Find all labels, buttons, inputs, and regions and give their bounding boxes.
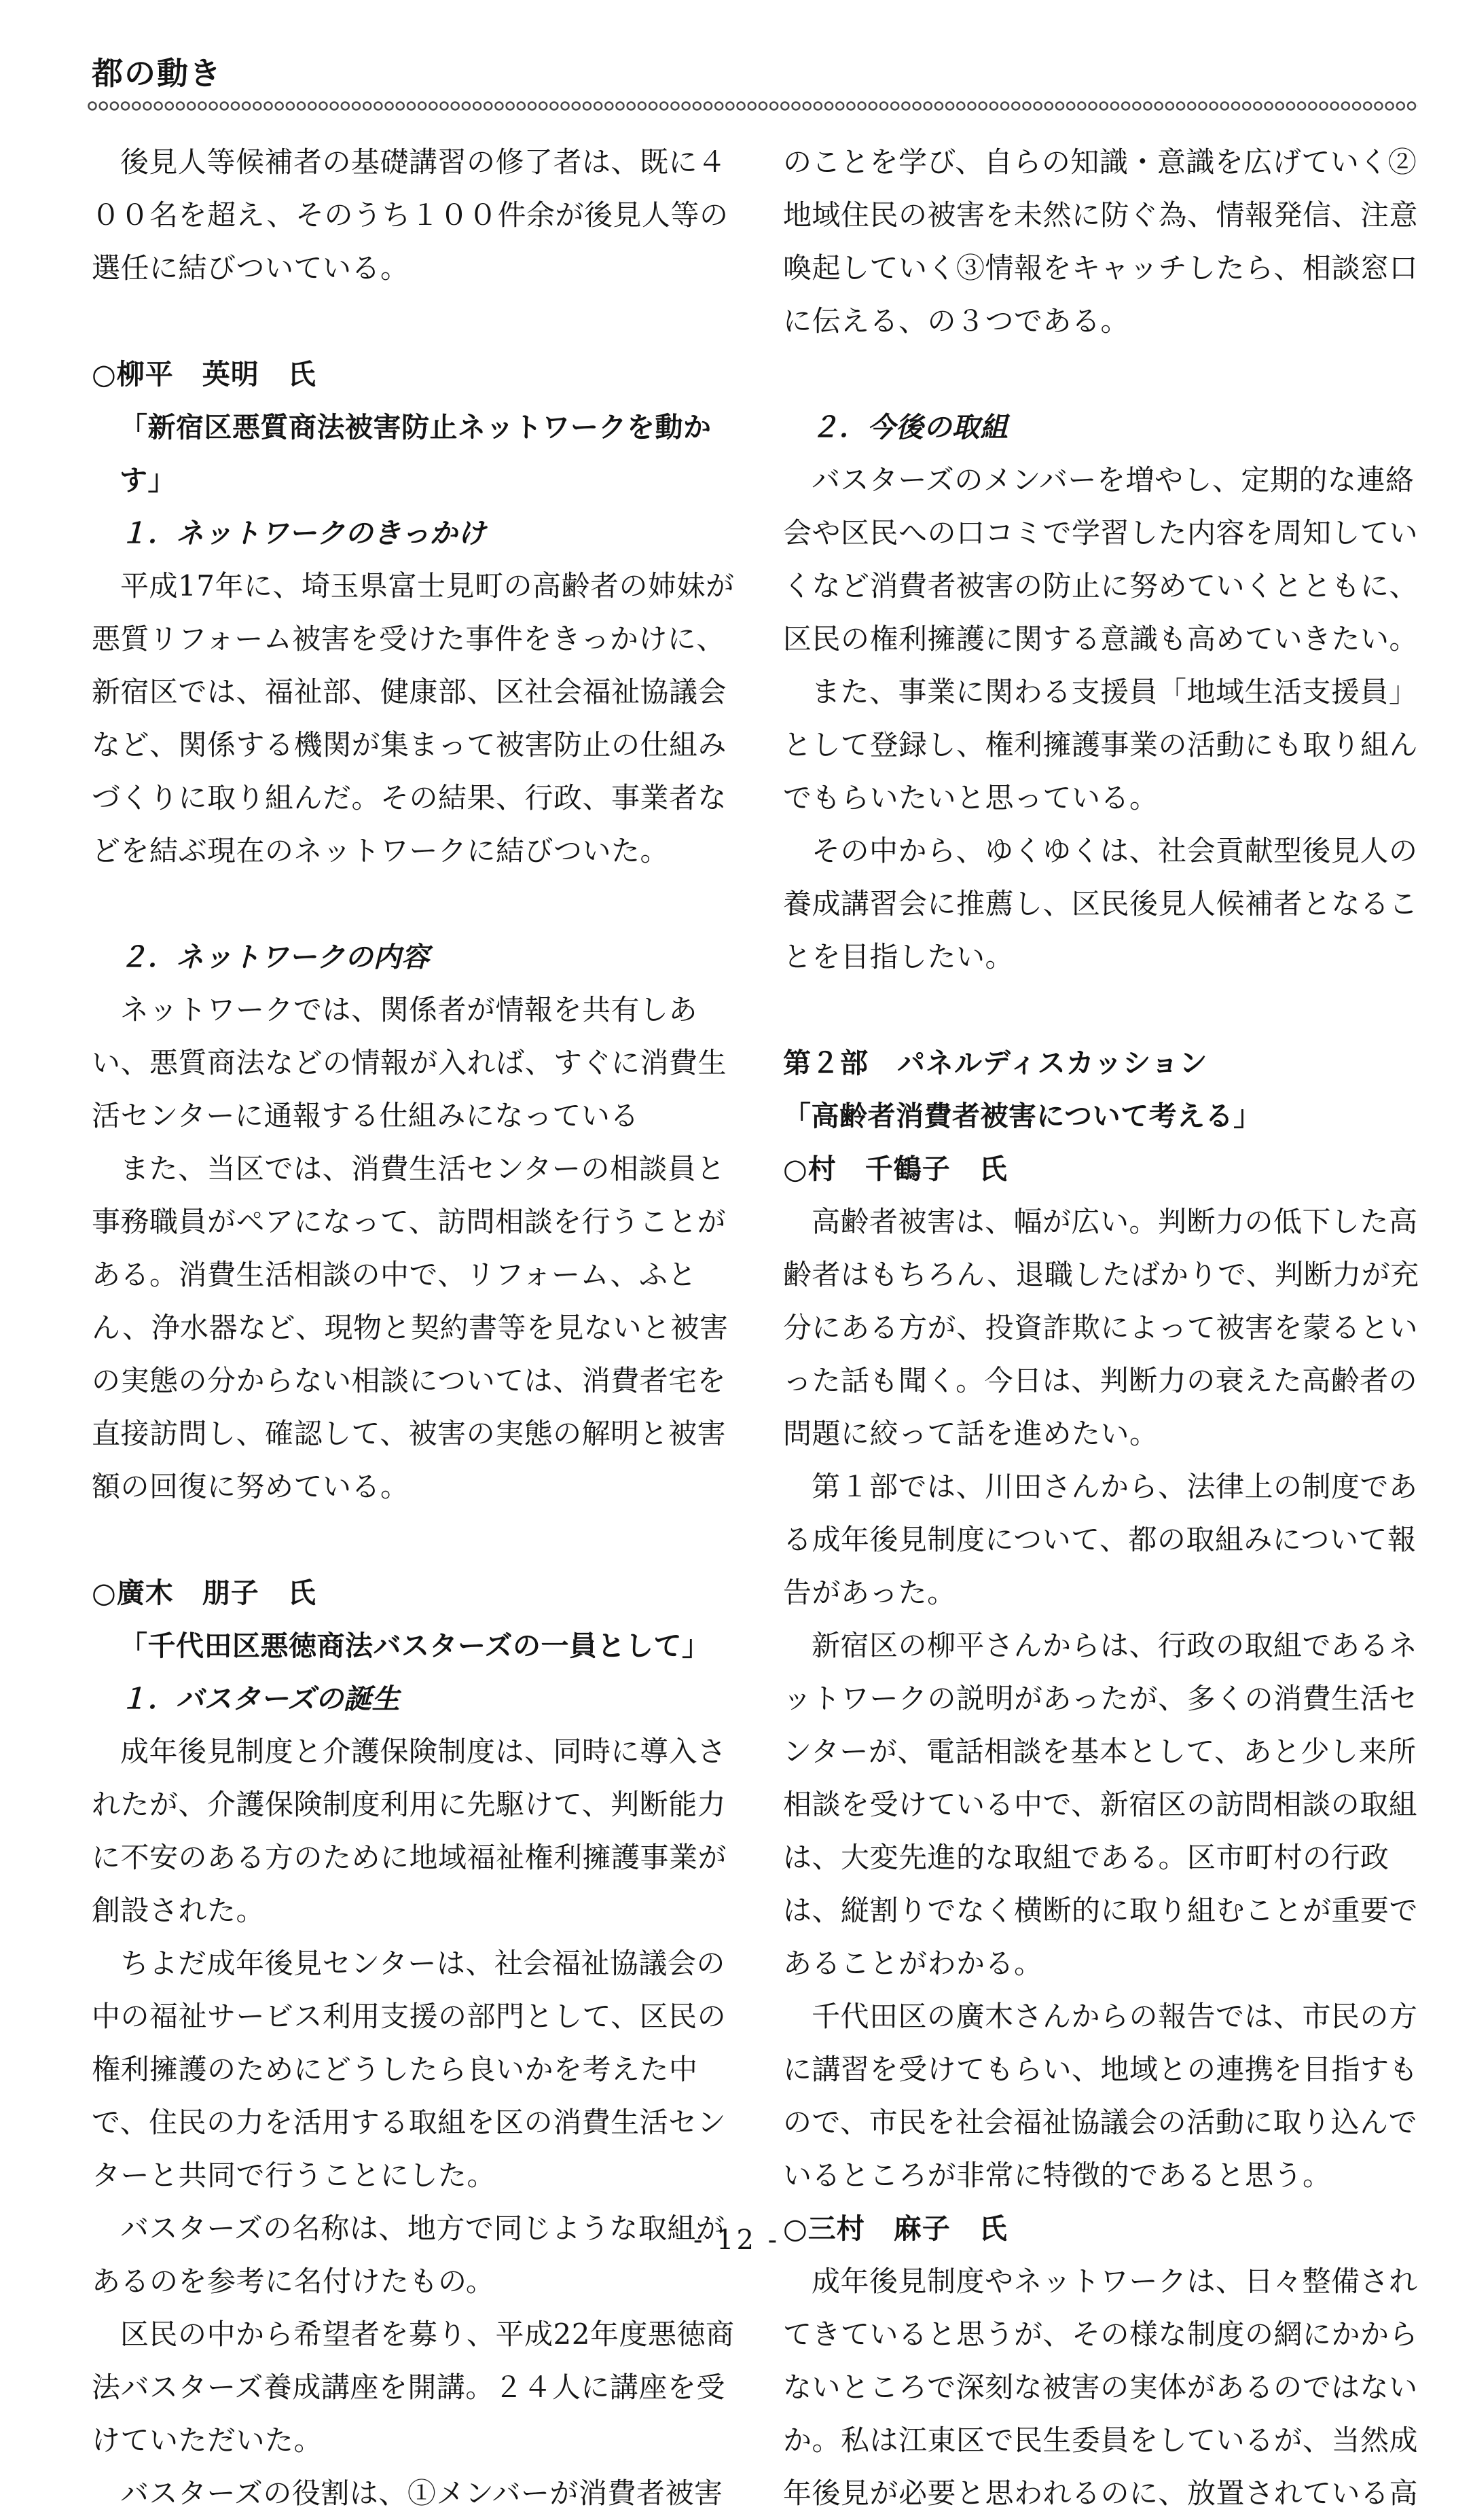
- paragraph: 成年後見制度やネットワークは、日々整備されてきていると思うが、その様な制度の網にかからないところで深刻な被害の実体があるのではないか。私は江東区で民生委員をしているが、当然成年後見が必要と思われるのに、放置されている高: [783, 2265, 1419, 2510]
- paragraph: バスターズの役割は、①メンバーが消費者被害: [120, 2477, 723, 2510]
- paragraph: 平成17年に、埼玉県富士見町の高齢者の姉妹が悪質リフォーム被害を受けた事件をきっかけに、新宿区では、福祉部、健康部、区社会福祉協議会など、関係する機関が集まって被害防止の仕組みづくりに取り組んだ。その結果、行政、事業者などを結ぶ現在のネットワークに結びついた。: [92, 569, 735, 867]
- paragraph: また、当区では、消費生活センターの相談員と事務職員がペアになって、訪問相談を行うことがある。消費生活相談の中で、リフォーム、ふとん、浄水器など、現物と契約書等を見ないと被害の実態の分からない相談については、消費者宅を直接訪問し、確認して、被害の実態の解明と被害額の回復に努めている。: [92, 1152, 729, 1503]
- paragraph: その中から、ゆくゆくは、社会貢献型後見人の養成講習会に推薦し、区民後見人候補者となることを目指したい。: [783, 834, 1419, 973]
- subsection-heading: ２．ネットワークの内容: [120, 941, 430, 973]
- section-title: 都の動き: [92, 55, 222, 92]
- speaker-name: ○三村 麻子 氏: [783, 2212, 1008, 2245]
- intro-paragraph: 後見人等候補者の基礎講習の修了者は、既に４００名を超え、そのうち１００件余が後見人等の選任に結びついている。: [92, 145, 729, 285]
- speaker-name: ○廣木 朋子 氏: [92, 1577, 316, 1609]
- dotted-divider: [87, 101, 1418, 111]
- paragraph: 新宿区の柳平さんからは、行政の取組であるネットワークの説明があったが、多くの消費生活センターが、電話相談を基本として、あと少し来所相談を受けている中で、新宿区の訪問相談の取組は、大変先進的な取組である。区市町村の行政は、縦割りでなく横断的に取り組むことが重要であることがわかる。: [783, 1629, 1419, 1980]
- paragraph: 千代田区の廣木さんからの報告では、市民の方に講習を受けてもらい、地域との連携を目指すもので、市民を社会福祉協議会の活動に取り込んでいるところが非常に特徴的であると思う。: [783, 2000, 1419, 2192]
- paragraph: 高齢者被害は、幅が広い。判断力の低下した高齢者はもちろん、退職したばかりで、判断力が充分にある方が、投資詐欺によって被害を蒙るといった話も聞く。今日は、判断力の衰えた高齢者の問題に絞って話を進めたい。: [783, 1205, 1419, 1450]
- paragraph: のことを学び、自らの知識・意識を広げていく②地域住民の被害を未然に防ぐ為、情報発信、注意喚起していく③情報をキャッチしたら、相談窓口に伝える、の３つである。: [783, 145, 1419, 338]
- part-heading: 第２部 パネルディスカッション: [783, 1047, 1208, 1079]
- page-number: - 12 -: [693, 2225, 780, 2256]
- paragraph: また、事業に関わる支援員「地域生活支援員」として登録し、権利擁護事業の活動にも取り組んでもらいたいと思っている。: [783, 675, 1419, 814]
- subsection-heading: ２．今後の取組: [811, 411, 1008, 444]
- paragraph: 第１部では、川田さんから、法律上の制度である成年後見制度について、都の取組みについて報告があった。: [783, 1470, 1418, 1609]
- left-column: [92, 136, 750, 2520]
- talk-title: 「新宿区悪質商法被害防止ネットワークを動かす」: [120, 411, 712, 497]
- paragraph: バスターズのメンバーを増やし、定期的な連絡会や区民への口コミで学習した内容を周知していくなど消費者被害の防止に努めていくとともに、区民の権利擁護に関する意識も高めていきたい。: [783, 463, 1419, 655]
- subsection-heading: １．ネットワークのきっかけ: [120, 517, 486, 550]
- talk-title: 「千代田区悪徳商法バスターズの一員として」: [120, 1630, 710, 1662]
- paragraph: ネットワークでは、関係者が情報を共有しあい、悪質商法などの情報が入れば、すぐに消費生活センターに通報する仕組みになっている: [92, 993, 727, 1132]
- paragraph: 区民の中から希望者を募り、平成22年度悪徳商法バスターズ養成講座を開講。２４人に講座を受けていただいた。: [92, 2318, 735, 2457]
- speaker-name: ○柳平 英明 氏: [92, 358, 316, 391]
- speaker-name: ○村 千鶴子 氏: [783, 1153, 1008, 1185]
- panel-title: 「高齢者消費者被害について考える」: [783, 1100, 1262, 1132]
- subsection-heading: １．バスターズの誕生: [120, 1682, 400, 1715]
- right-column: [783, 136, 1421, 2520]
- paragraph: ちよだ成年後見センターは、社会福祉協議会の中の福祉サービス利用支援の部門として、区民の権利擁護のためにどうしたら良いかを考えた中で、住民の力を活用する取組を区の消費生活センターと共同で行うことにした。: [92, 1947, 727, 2192]
- paragraph: 成年後見制度と介護保険制度は、同時に導入されたが、介護保険制度利用に先駆けて、判断能力に不安のある方のために地域福祉権利擁護事業が創設された。: [92, 1735, 727, 1927]
- paragraph: バスターズの名称は、地方で同じような取組があるのを参考に名付けたもの。: [92, 2212, 725, 2298]
